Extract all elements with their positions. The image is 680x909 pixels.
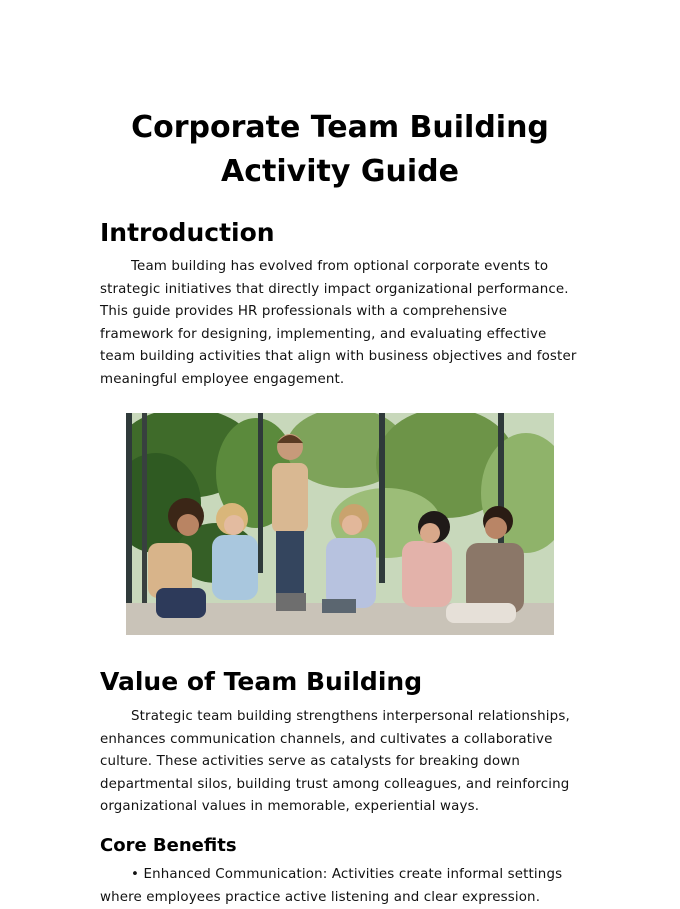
title-line-2: Activity Guide [221,154,459,189]
value-of-team-building-heading: Value of Team Building [100,667,423,696]
core-benefits-heading: Core Benefits [100,835,237,856]
document-title [100,106,580,194]
team-meeting-photo [126,413,554,635]
introduction-heading: Introduction [100,218,275,247]
title-line-1: Corporate Team Building [131,110,549,145]
introduction-paragraph: Team building has evolved from optional corporate events to strategic initiatives that directly impact organizational performance. This guide provides HR professionals with a comprehensive framework for designing, implementing, and evaluating effective team building activities that align with business objectives and foster meaningful employee engagement. [100,259,577,387]
value-of-team-building-paragraph: Strategic team building strengthens interpersonal relationships, enhances communication channels, and cultivates a collaborative culture. These activities serve as catalysts for breaking down departmental silos, building trust among colleagues, and reinforcing organizational values in memorable, experiential ways. [100,709,570,814]
benefit-list-item: • Enhanced Communication: Activities create informal settings where employees practice active listening and clear expression. [100,867,563,905]
